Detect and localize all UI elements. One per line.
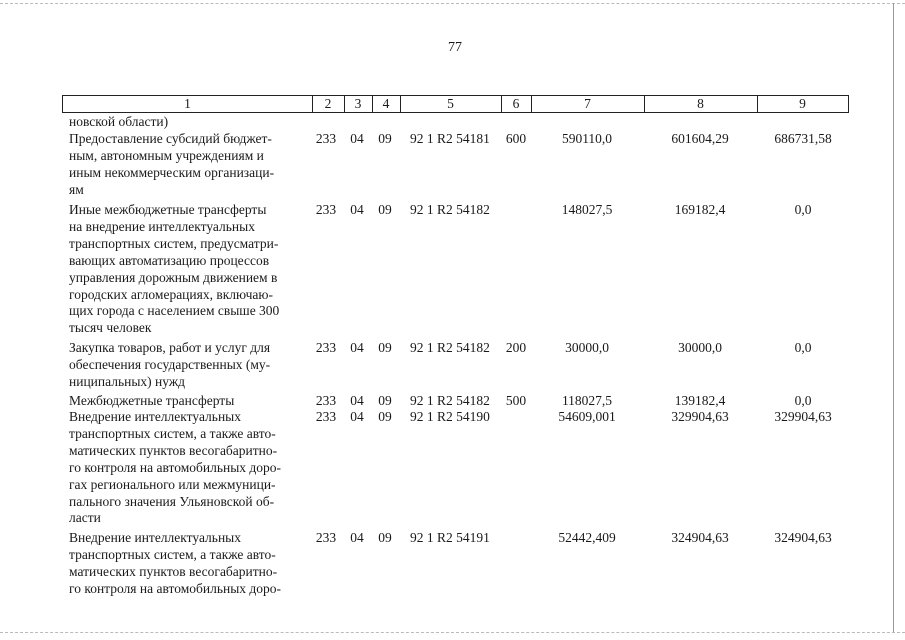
cell-c6: 200 — [505, 340, 527, 355]
cell-c8: 601604,29 — [671, 131, 729, 146]
description-line: пального значения Ульяновской об- — [69, 493, 275, 509]
description-line: транспортных систем, а также авто- — [69, 425, 276, 441]
cell-c7: 52442,409 — [558, 530, 616, 545]
row-description — [69, 393, 304, 410]
row-description — [69, 340, 304, 391]
cell-c5: 92 1 R2 54190 — [410, 409, 490, 424]
cell-c2: 233 — [315, 409, 337, 424]
description-line: щих города с населением свыше 300 — [69, 303, 280, 319]
scan-edge-right — [893, 3, 894, 632]
description-line: городских агломерациях, включаю- — [69, 286, 273, 302]
cell-c3: 04 — [350, 131, 364, 146]
cell-c8: 30000,0 — [678, 340, 722, 355]
scan-edge-bottom — [0, 632, 905, 633]
cell-c3: 04 — [350, 530, 364, 545]
carryover-text: новской области) — [69, 114, 169, 129]
cell-c5: 92 1 R2 54182 — [410, 340, 490, 355]
cell-c4: 09 — [378, 131, 392, 146]
cell-c6: 500 — [505, 393, 527, 408]
header-col-1: 1 — [184, 96, 191, 111]
cell-c3: 04 — [350, 340, 364, 355]
row-description — [69, 530, 304, 598]
description-line: матических пунктов весогабаритно- — [69, 563, 278, 579]
cell-c8: 324904,63 — [671, 530, 729, 545]
description-line: ниципальных) нужд — [69, 373, 186, 389]
cell-c8: 329904,63 — [671, 409, 729, 424]
cell-c4: 09 — [378, 530, 392, 545]
cell-c2: 233 — [315, 340, 337, 355]
header-col-5: 5 — [447, 96, 454, 111]
description-line: Иные межбюджетные трансферты — [69, 202, 267, 217]
page-number: 77 — [448, 40, 462, 55]
header-col-6: 6 — [512, 96, 520, 111]
description-line: тысяч человек — [69, 320, 152, 336]
cell-c2: 233 — [315, 202, 337, 217]
cell-c2: 233 — [315, 530, 337, 545]
description-line: Внедрение интеллектуальных — [69, 409, 241, 424]
cell-c7: 590110,0 — [561, 131, 613, 146]
cell-c5: 92 1 R2 54181 — [410, 131, 490, 146]
cell-c3: 04 — [350, 202, 364, 217]
description-line: матических пунктов весогабаритно- — [69, 442, 278, 458]
cell-c9: 0,0 — [794, 340, 812, 355]
cell-c8: 169182,4 — [674, 202, 726, 217]
cell-c9: 0,0 — [794, 393, 812, 408]
cell-c2: 233 — [315, 393, 337, 408]
description-line: ям — [69, 181, 84, 197]
cell-c4: 09 — [378, 202, 392, 217]
row-description — [69, 409, 304, 527]
cell-c7: 30000,0 — [565, 340, 609, 355]
header-col-9: 9 — [799, 96, 806, 111]
cell-c7: 54609,001 — [558, 409, 616, 424]
description-line: на внедрение интеллектуальных — [69, 218, 255, 234]
cell-c4: 09 — [378, 409, 392, 424]
cell-c4: 09 — [378, 393, 392, 408]
description-line: Внедрение интеллектуальных — [69, 530, 241, 545]
cell-c9: 324904,63 — [774, 530, 832, 545]
row-description — [69, 202, 304, 337]
description-line: ласти — [69, 510, 101, 526]
description-line: иным некоммерческим организаци- — [69, 164, 275, 180]
cell-c3: 04 — [350, 409, 364, 424]
header-col-8: 8 — [697, 96, 704, 111]
table-header-row — [62, 95, 849, 113]
scan-edge-top — [0, 3, 905, 4]
description-line: обеспечения государственных (му- — [69, 356, 271, 372]
cell-c5: 92 1 R2 54182 — [410, 202, 490, 217]
cell-c7: 148027,5 — [561, 202, 613, 217]
header-col-7: 7 — [584, 96, 591, 111]
description-line: Предоставление субсидий бюджет- — [69, 131, 272, 146]
description-line: транспортных систем, а также авто- — [69, 546, 276, 562]
description-line: го контроля на автомобильных доро- — [69, 580, 282, 596]
description-line: Межбюджетные трансферты — [69, 393, 235, 408]
cell-c9: 0,0 — [794, 202, 812, 217]
cell-c9: 686731,58 — [774, 131, 832, 146]
header-col-3: 3 — [354, 96, 362, 111]
cell-c3: 04 — [350, 393, 364, 408]
header-col-4: 4 — [382, 96, 390, 111]
header-col-2: 2 — [324, 96, 332, 111]
description-line: вающих автоматизацию процессов — [69, 252, 270, 268]
cell-c2: 233 — [315, 131, 337, 146]
description-line: ным, автономным учреждениям и — [69, 147, 264, 163]
cell-c9: 329904,63 — [774, 409, 832, 424]
description-line: управления дорожным движением в — [69, 269, 278, 285]
description-line: гах регионального или межмуници- — [69, 476, 276, 492]
cell-c5: 92 1 R2 54182 — [410, 393, 490, 408]
description-line: транспортных систем, предусматри- — [69, 235, 279, 251]
cell-c6: 600 — [505, 131, 527, 146]
cell-c8: 139182,4 — [674, 393, 726, 408]
description-line: го контроля на автомобильных доро- — [69, 459, 282, 475]
cell-c4: 09 — [378, 340, 392, 355]
cell-c5: 92 1 R2 54191 — [410, 530, 490, 545]
description-line: Закупка товаров, работ и услуг для — [69, 340, 271, 355]
row-description — [69, 131, 304, 199]
cell-c7: 118027,5 — [561, 393, 613, 408]
